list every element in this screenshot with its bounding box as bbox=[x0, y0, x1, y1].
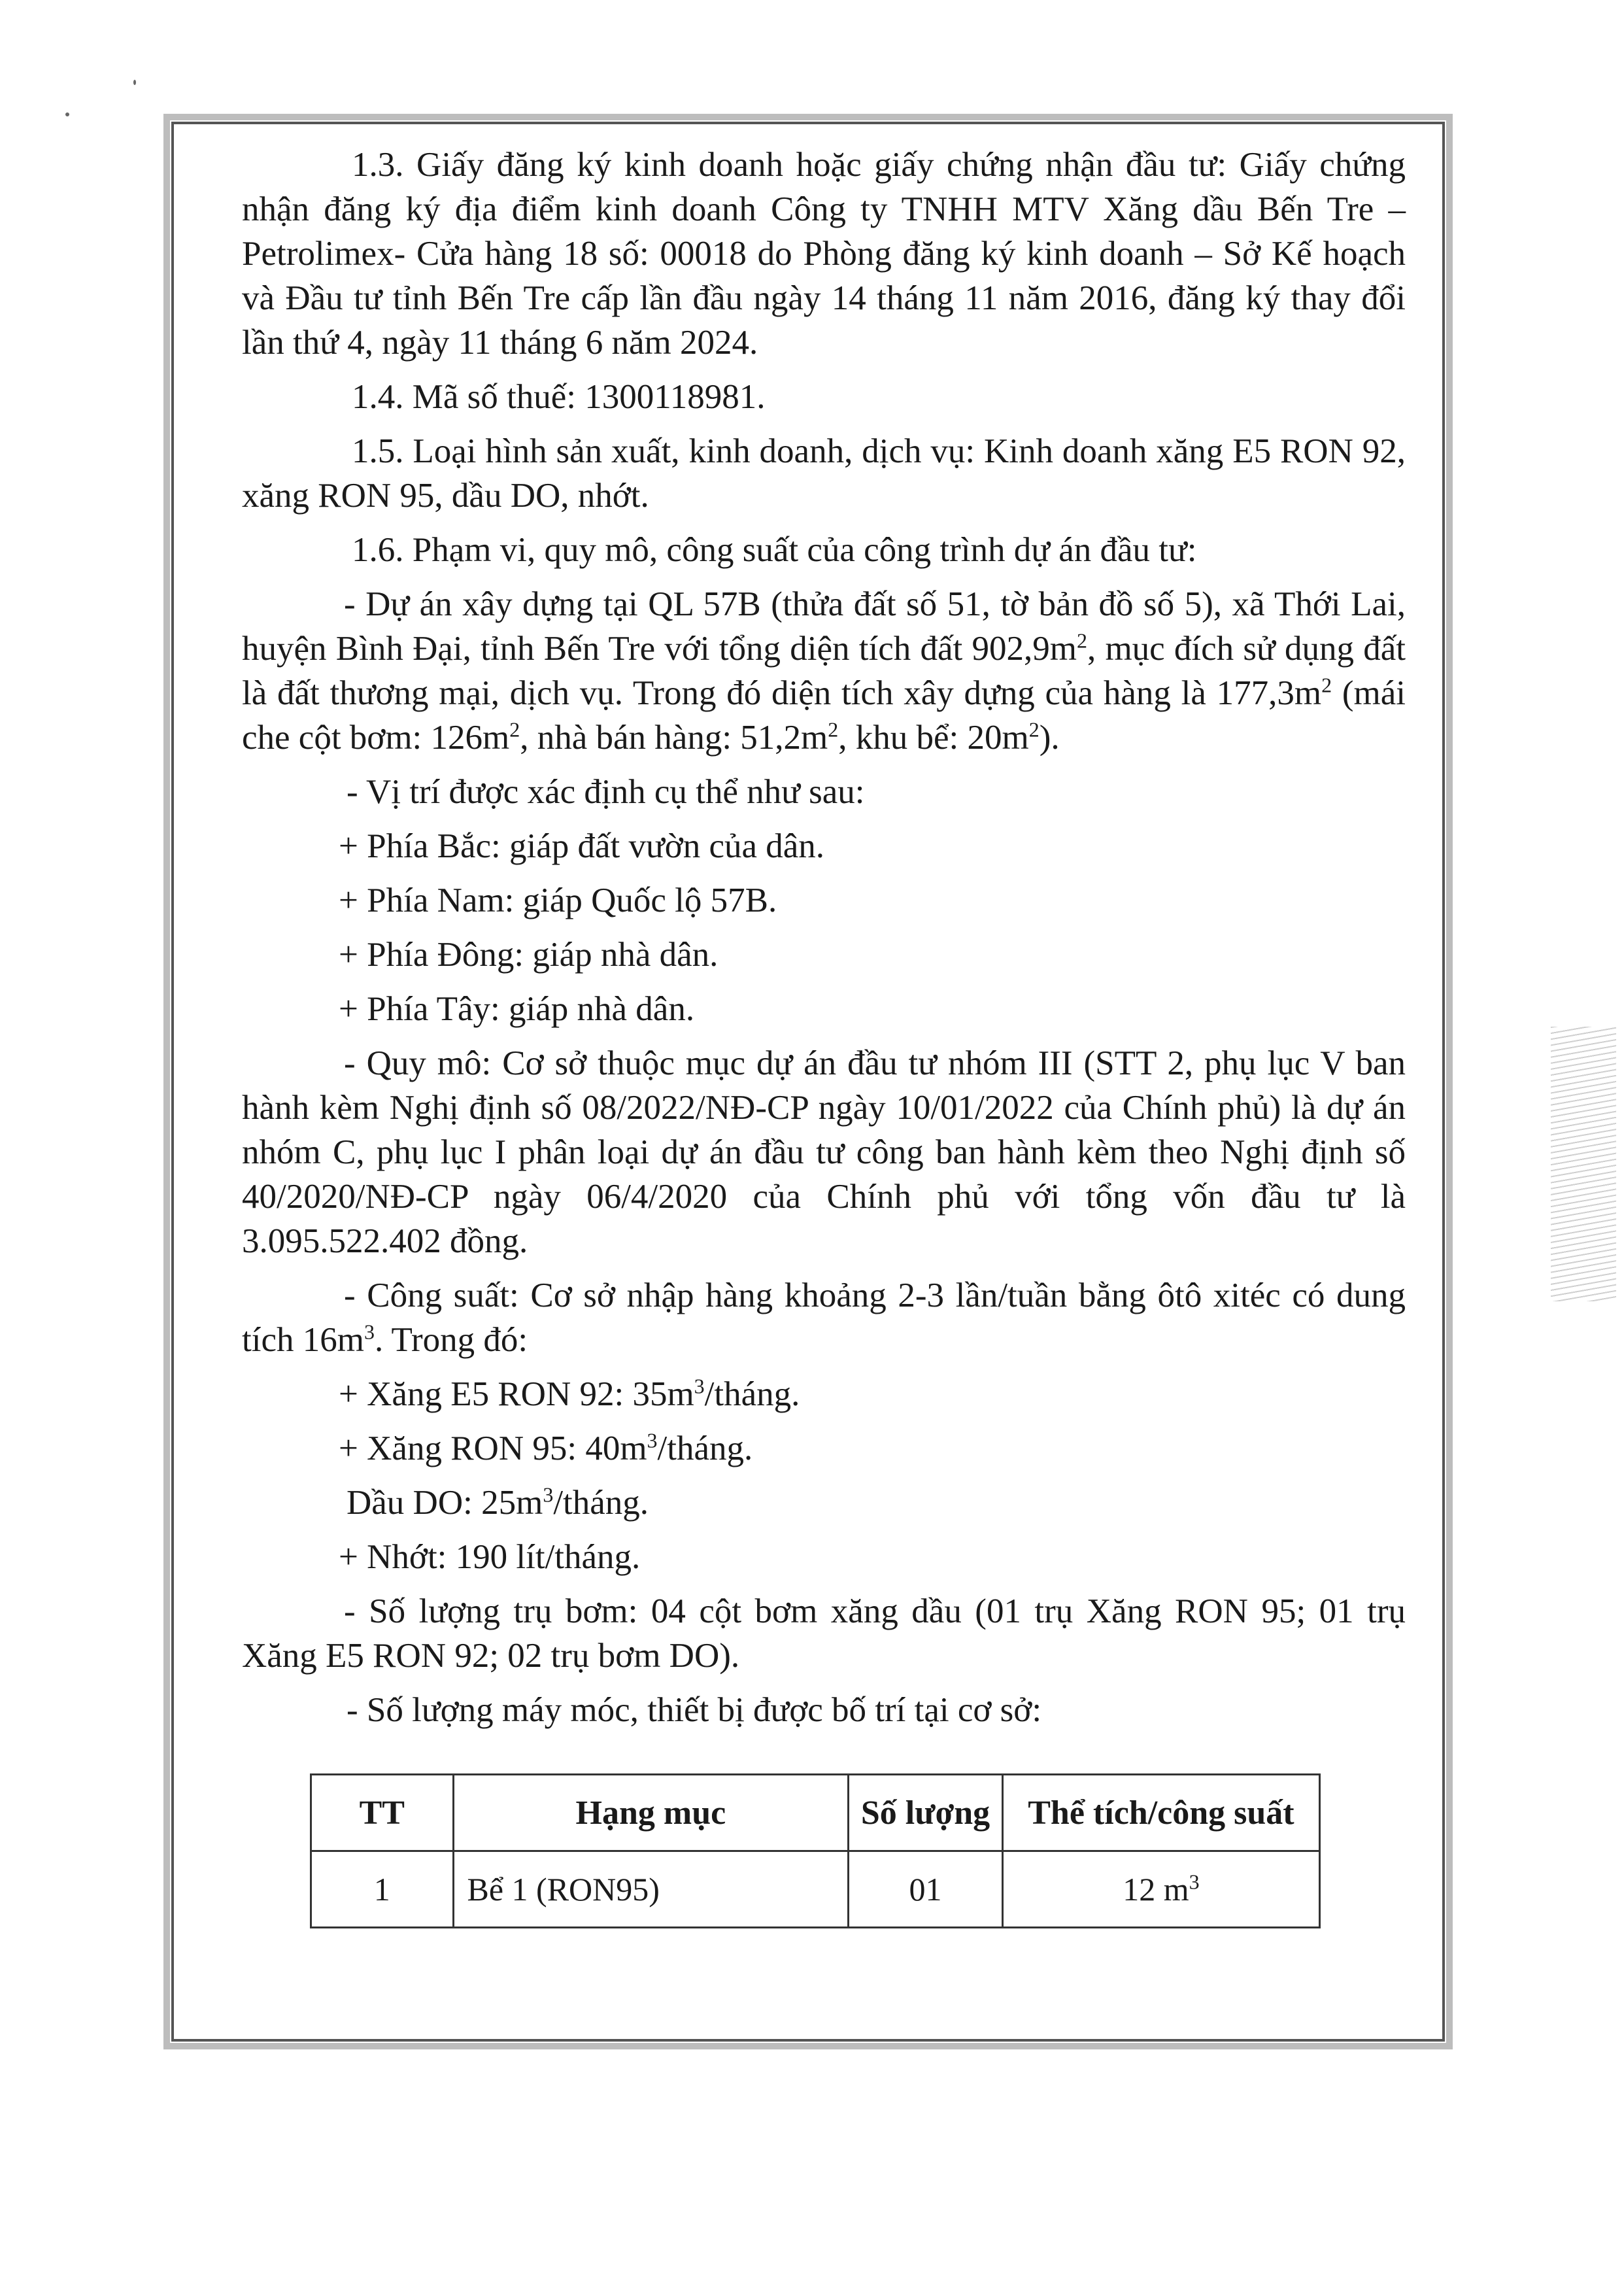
paragraph-1-4: 1.4. Mã số thuế: 1300118981. bbox=[352, 378, 766, 416]
equipment-intro: - Số lượng máy móc, thiết bị được bố trí tại cơ sở: bbox=[347, 1691, 1042, 1729]
boundary-south: + Phía Nam: giáp Quốc lộ 57B. bbox=[339, 882, 777, 919]
document-body bbox=[242, 143, 1406, 1742]
paragraph-location: - Dự án xây dựng tại QL 57B (thửa đất số 51, tờ bản đồ số 5), xã Thới Lai, huyện Bình Đại, tỉnh Bến Tre với tổng diện tích đất $902,9m^2$, mục đích sử dụng đất là đất thương mại, dịch vụ. Trong đó diện tích xây dựng của hàng là $177,3m^2$ (mái che cột bơm: $126m^2$, nhà bán hàng: $51,2m^2$, khu bể: $20m^2$). bbox=[242, 585, 1406, 757]
cell-item: Bể 1 (RON95) bbox=[453, 1851, 849, 1928]
cell-quantity: 01 bbox=[849, 1851, 1003, 1928]
fuel-ron95: + Xăng RON 95: $40m^3$/tháng. bbox=[339, 1428, 753, 1467]
margin-stamp-fragment bbox=[1551, 1027, 1616, 1301]
fuel-e5-ron92: + Xăng E5 RON 92: $35m^3$/tháng. bbox=[339, 1374, 800, 1413]
boundary-east: + Phía Đông: giáp nhà dân. bbox=[339, 936, 719, 974]
paragraph-1-6: 1.6. Phạm vi, quy mô, công suất của công trình dự án đầu tư: bbox=[352, 531, 1197, 569]
cell-capacity: 12 $m^3$ bbox=[1002, 1851, 1319, 1928]
paragraph-1-5: 1.5. Loại hình sản xuất, kinh doanh, dịch vụ: Kinh doanh xăng E5 RON 92, xăng RON 95, dầu DO, nhớt. bbox=[242, 432, 1406, 515]
boundary-west: + Phía Tây: giáp nhà dân. bbox=[339, 990, 695, 1028]
position-intro: - Vị trí được xác định cụ thể như sau: bbox=[347, 773, 865, 811]
paragraph-scale: - Quy mô: Cơ sở thuộc mục dự án đầu tư nhóm III (STT 2, phụ lục V ban hành kèm Nghị định số 08/2022/NĐ-CP ngày 10/01/2022 của Chính phủ) là dự án nhóm C, phụ lục I phân loại dự án đầu tư công ban hành kèm theo Nghị định số 40/2020/NĐ-CP ngày 06/4/2020 của Chính phủ với tổng vốn đầu tư là 3.095.522.402 đồng. bbox=[242, 1044, 1406, 1260]
table-row bbox=[311, 1851, 1320, 1928]
table-header-row bbox=[311, 1775, 1320, 1851]
header-tt: TT bbox=[311, 1775, 454, 1851]
fuel-lubricant: + Nhớt: 190 lít/tháng. bbox=[339, 1538, 641, 1576]
paragraph-capacity: - Công suất: Cơ sở nhập hàng khoảng 2-3 lần/tuần bằng ôtô xitéc có dung tích $16m^3$. Trong đó: bbox=[242, 1276, 1406, 1359]
boundary-north: + Phía Bắc: giáp đất vườn của dân. bbox=[339, 827, 825, 865]
header-capacity: Thể tích/công suất bbox=[1002, 1775, 1319, 1851]
equipment-table bbox=[310, 1773, 1321, 1928]
scan-speck bbox=[133, 80, 136, 85]
header-quantity: Số lượng bbox=[849, 1775, 1003, 1851]
header-item: Hạng mục bbox=[453, 1775, 849, 1851]
scan-speck bbox=[65, 112, 69, 116]
paragraph-1-3: 1.3. Giấy đăng ký kinh doanh hoặc giấy chứng nhận đầu tư: Giấy chứng nhận đăng ký địa điểm kinh doanh Công ty TNHH MTV Xăng dầu Bến Tre – Petrolimex- Cửa hàng 18 số: 00018 do Phòng đăng ký kinh doanh – Sở Kế hoạch và Đầu tư tỉnh Bến Tre cấp lần đầu ngày 14 tháng 11 năm 2016, đăng ký thay đổi lần thứ 4, ngày 11 tháng 6 năm 2024. bbox=[242, 146, 1406, 362]
fuel-do: Dầu DO: $25m^3$/tháng. bbox=[347, 1482, 649, 1522]
paragraph-pumps: - Số lượng trụ bơm: 04 cột bơm xăng dầu (01 trụ Xăng RON 95; 01 trụ Xăng E5 RON 92; 02 trụ bơm DO). bbox=[242, 1592, 1406, 1675]
cell-tt: 1 bbox=[311, 1851, 454, 1928]
